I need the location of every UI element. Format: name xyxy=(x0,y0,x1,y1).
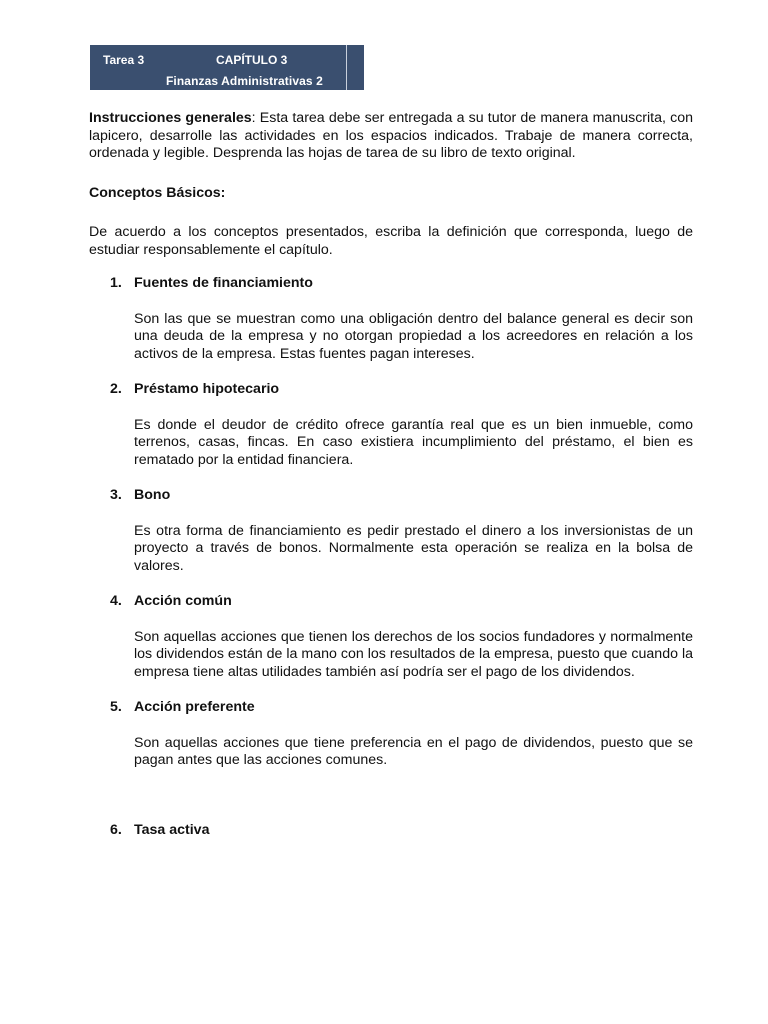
concept-number: 5. xyxy=(110,699,122,715)
concept-number: 3. xyxy=(110,487,122,503)
concept-number: 6. xyxy=(110,821,122,838)
section-title: Conceptos Básicos: xyxy=(89,184,226,201)
concept-item xyxy=(89,487,693,575)
concept-title: Fuentes de financiamiento xyxy=(134,275,313,291)
concept-definition: Son las que se muestran como una obligación dentro del balance general es decir son una deuda de la empresa y no otorgan propiedad a los acreedores en relación a los activos de la empresa. Estas fuentes pagan intereses. xyxy=(134,310,693,362)
blank-space xyxy=(89,788,693,822)
concept-title: Préstamo hipotecario xyxy=(134,381,280,397)
concept-item xyxy=(89,381,693,469)
concept-definition: Son aquellas acciones que tiene preferencia en el pago de dividendos, puesto que se pagan antes que las acciones comunes. xyxy=(134,734,693,768)
concept-list xyxy=(89,275,693,839)
concept-item xyxy=(89,275,693,363)
concept-title: Bono xyxy=(134,487,171,503)
concept-definition: Es otra forma de financiamiento es pedir prestado el dinero a los inversionistas de un proyecto a través de bonos. Normalmente esta operación se realiza en la bolsa de valores. xyxy=(134,522,693,574)
concept-title: Acción común xyxy=(134,593,232,609)
chapter-header xyxy=(90,45,364,90)
section-intro: De acuerdo a los conceptos presentados, escriba la definición que corresponda, luego de estudiar responsablemente el capítulo. xyxy=(89,224,693,258)
concept-number: 1. xyxy=(110,275,122,291)
document-content xyxy=(89,110,693,857)
subject-label: Finanzas Administrativas 2 xyxy=(166,74,323,88)
header-divider xyxy=(346,45,347,90)
concept-title: Acción preferente xyxy=(134,699,255,715)
instructions-label: Instrucciones generales xyxy=(89,110,252,126)
instructions-paragraph xyxy=(89,110,693,163)
concept-number: 4. xyxy=(110,593,122,609)
concept-definition: Es donde el deudor de crédito ofrece garantía real que es un bien inmueble, como terrenos, casas, fincas. En caso existiera incumplimiento del préstamo, el bien es rematado por la entidad financiera. xyxy=(134,416,693,468)
concept-definition: Son aquellas acciones que tienen los derechos de los socios fundadores y normalmente los dividendos están de la mano con los resultados de la empresa, puesto que cuando la empresa tiene altas utilidades también así podría ser el pago de los dividendos. xyxy=(134,628,693,680)
concept-item xyxy=(89,699,693,770)
concept-number: 2. xyxy=(110,381,122,397)
concept-item xyxy=(89,593,693,681)
instructions-text: : Esta tarea debe ser entregada a su tutor de manera manuscrita, con lapicero, desarrolle las actividades en los espacios indicados. Trabaje de manera correcta, ordenada y legible. Desprenda las hojas de tarea de su libro de texto original. xyxy=(89,110,693,161)
task-label: Tarea 3 xyxy=(103,53,145,67)
chapter-label: CAPÍTULO 3 xyxy=(216,53,288,67)
concept-title: Tasa activa xyxy=(134,821,210,838)
concept-item xyxy=(89,822,693,840)
